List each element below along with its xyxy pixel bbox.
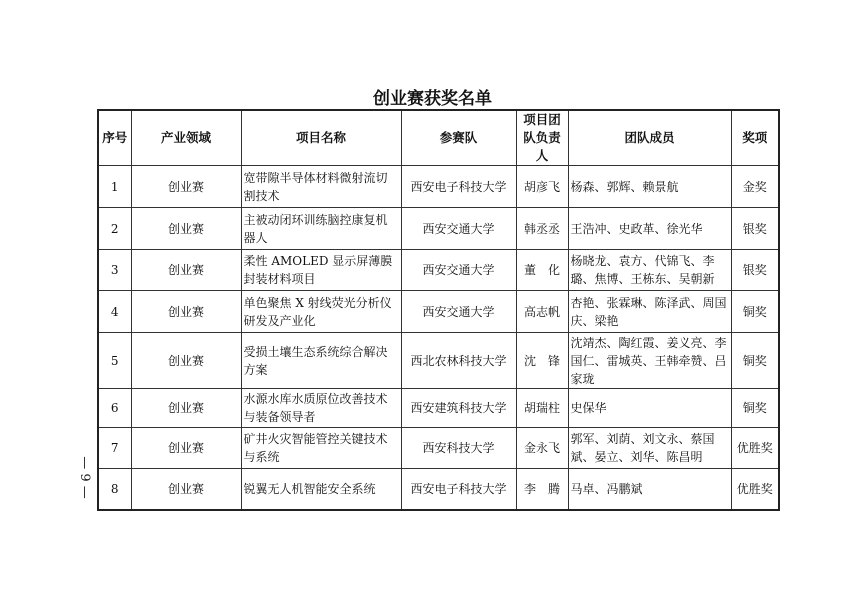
row-number: 6 (98, 389, 131, 428)
team-name: 西安交通大学 (401, 291, 516, 333)
award: 优胜奖 (731, 469, 779, 510)
project-name: 锐翼无人机智能安全系统 (241, 469, 401, 510)
team-members: 郭军、刘荫、刘文永、蔡国斌、晏立、刘华、陈昌明 (568, 428, 731, 469)
header-team: 参赛队 (401, 110, 516, 166)
industry-field: 创业赛 (131, 166, 241, 208)
table-row (98, 166, 779, 208)
award-table (97, 109, 780, 511)
award: 铜奖 (731, 333, 779, 389)
industry-field: 创业赛 (131, 389, 241, 428)
team-leader: 胡彦飞 (516, 166, 568, 208)
row-number: 5 (98, 333, 131, 389)
project-name: 宽带隙半导体材料微射流切割技术 (241, 166, 401, 208)
team-name: 西安科技大学 (401, 428, 516, 469)
row-number: 4 (98, 291, 131, 333)
table-header-row (98, 110, 779, 166)
industry-field: 创业赛 (131, 428, 241, 469)
industry-field: 创业赛 (131, 250, 241, 291)
table-row (98, 208, 779, 250)
table-row (98, 469, 779, 510)
header-members: 团队成员 (568, 110, 731, 166)
header-field: 产业领域 (131, 110, 241, 166)
industry-field: 创业赛 (131, 208, 241, 250)
award: 铜奖 (731, 291, 779, 333)
team-name: 西安建筑科技大学 (401, 389, 516, 428)
team-leader: 沈 锋 (516, 333, 568, 389)
team-name: 西北农林科技大学 (401, 333, 516, 389)
team-leader: 李 腾 (516, 469, 568, 510)
table-row (98, 250, 779, 291)
team-name: 西安交通大学 (401, 208, 516, 250)
team-members: 杨森、郭辉、赖景航 (568, 166, 731, 208)
row-number: 2 (98, 208, 131, 250)
table-row (98, 428, 779, 469)
award: 优胜奖 (731, 428, 779, 469)
table-row (98, 389, 779, 428)
project-name: 单色聚焦 X 射线荧光分析仪研发及产业化 (241, 291, 401, 333)
team-name: 西安交通大学 (401, 250, 516, 291)
team-members: 杨晓龙、袁方、代锦飞、李璐、焦博、王栋东、吴朝新 (568, 250, 731, 291)
team-name: 西安电子科技大学 (401, 469, 516, 510)
award: 银奖 (731, 250, 779, 291)
table-row (98, 333, 779, 389)
team-members: 王浩冲、史政革、徐光华 (568, 208, 731, 250)
header-award: 奖项 (731, 110, 779, 166)
award: 铜奖 (731, 389, 779, 428)
project-name: 主被动闭环训练脑控康复机器人 (241, 208, 401, 250)
table-row (98, 291, 779, 333)
team-leader: 董 化 (516, 250, 568, 291)
header-leader: 项目团队负责人 (516, 110, 568, 166)
industry-field: 创业赛 (131, 333, 241, 389)
award: 金奖 (731, 166, 779, 208)
team-name: 西安电子科技大学 (401, 166, 516, 208)
project-name: 受损土壤生态系统综合解决方案 (241, 333, 401, 389)
team-members: 沈靖杰、陶红霞、姜义亮、李国仁、雷城英、王韩牵赞、吕家珑 (568, 333, 731, 389)
header-project: 项目名称 (241, 110, 401, 166)
team-leader: 金永飞 (516, 428, 568, 469)
row-number: 7 (98, 428, 131, 469)
page-number: — 9 — (76, 456, 92, 499)
team-leader: 胡瑞柱 (516, 389, 568, 428)
header-no: 序号 (98, 110, 131, 166)
project-name: 水源水库水质原位改善技术与装备领导者 (241, 389, 401, 428)
team-members: 史保华 (568, 389, 731, 428)
row-number: 8 (98, 469, 131, 510)
row-number: 3 (98, 250, 131, 291)
project-name: 矿井火灾智能管控关键技术与系统 (241, 428, 401, 469)
team-leader: 高志帆 (516, 291, 568, 333)
document-title: 创业赛获奖名单 (373, 89, 492, 109)
row-number: 1 (98, 166, 131, 208)
team-members: 杏艳、张霖琳、陈泽武、周国庆、梁艳 (568, 291, 731, 333)
team-leader: 韩丞丞 (516, 208, 568, 250)
award: 银奖 (731, 208, 779, 250)
project-name: 柔性 AMOLED 显示屏薄膜封装材料项目 (241, 250, 401, 291)
team-members: 马卓、冯鹏斌 (568, 469, 731, 510)
industry-field: 创业赛 (131, 291, 241, 333)
industry-field: 创业赛 (131, 469, 241, 510)
